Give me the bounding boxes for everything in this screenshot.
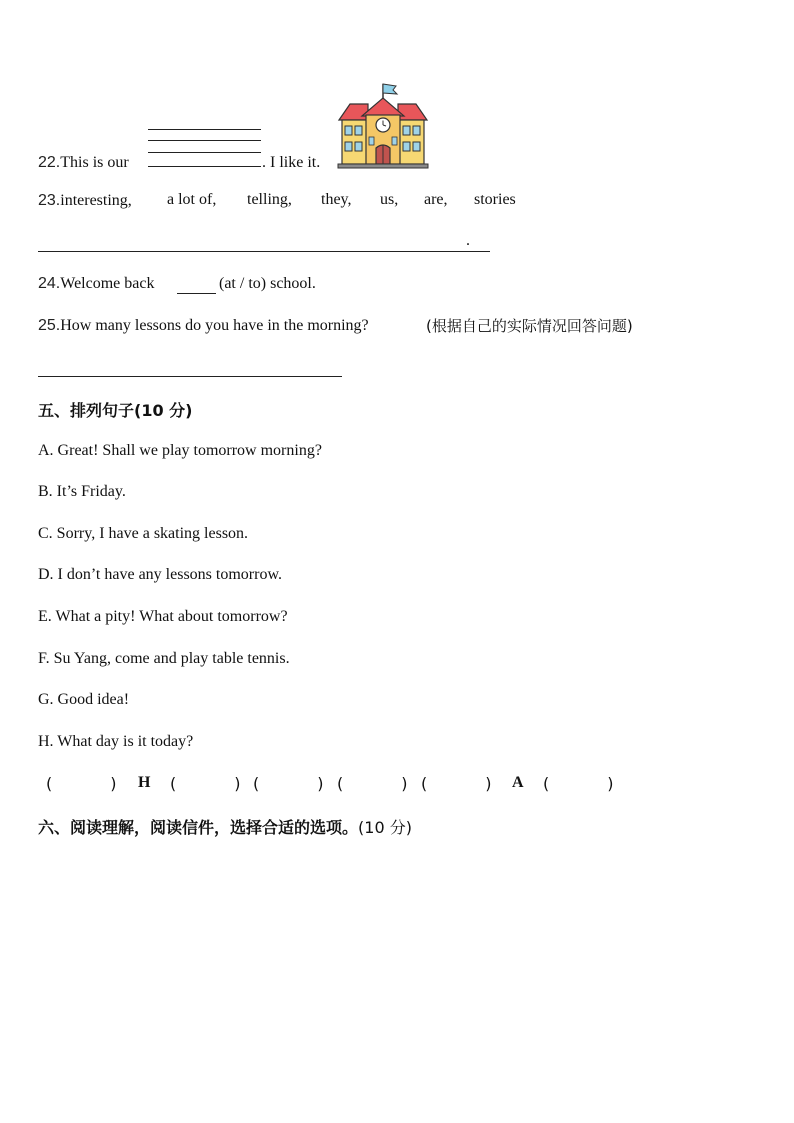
q22-blank-line-3[interactable] (148, 152, 261, 153)
q22-text-before: This is our (60, 154, 129, 171)
sentence-item: D. I don’t have any lessons tomorrow. (38, 566, 282, 583)
section-5-heading (38, 398, 192, 421)
q25-note: (根据自己的实际情况回答问题) (426, 317, 633, 335)
section-5-score: (10 分) (134, 401, 193, 420)
q22-blank-line-2[interactable] (148, 140, 261, 141)
q23-word: they, (321, 191, 352, 208)
q22-text-after: . I like it. (262, 154, 321, 171)
question-25 (38, 316, 369, 336)
q25-number: 25. (38, 317, 61, 334)
sentence-item: C. Sorry, I have a skating lesson. (38, 525, 249, 542)
q23-answer-line[interactable] (38, 251, 490, 252)
section-6-heading (38, 815, 412, 838)
q24-text-after: (at / to) school. (219, 275, 316, 292)
sentence-item: A. Great! Shall we play tomorrow morning? (38, 442, 322, 459)
q22-blank-line-4[interactable] (148, 166, 261, 167)
q23-end-mark: . (466, 232, 470, 249)
q23-word: telling, (247, 191, 292, 208)
q23-word: stories (474, 191, 516, 208)
q25-answer-line[interactable] (38, 376, 342, 377)
school-building-icon (336, 82, 430, 170)
question-22 (38, 153, 129, 173)
q24-blank-line[interactable] (177, 293, 216, 294)
order-slot-1[interactable]: ( ) (46, 774, 117, 793)
q24-text-before: Welcome back (60, 275, 155, 292)
sentence-item: G. Good idea! (38, 691, 130, 708)
q23-word: interesting, (60, 192, 132, 209)
q23-word: us, (380, 191, 399, 208)
sentence-item: F. Su Yang, come and play table tennis. (38, 650, 290, 667)
sentence-item: B. It’s Friday. (38, 483, 126, 500)
q24-number: 24. (38, 275, 61, 292)
sentence-item: H. What day is it today? (38, 733, 194, 750)
order-slot-8[interactable]: ( ) (543, 774, 614, 793)
q23-word: are, (424, 191, 448, 208)
section-5-title: 五、排列句子 (38, 401, 135, 420)
order-given-a: A (512, 774, 524, 791)
q22-blank-line-1[interactable] (148, 129, 261, 130)
question-24 (38, 274, 154, 294)
order-given-h: H (138, 774, 151, 791)
order-slot-3[interactable]: ( ) (170, 774, 241, 793)
q25-question: How many lessons do you have in the morning? (60, 317, 369, 334)
q23-number: 23. (38, 192, 61, 209)
section-6-score: (10 分) (358, 818, 412, 837)
order-slot-4[interactable]: ( ) (253, 774, 324, 793)
q22-number: 22. (38, 154, 61, 171)
order-slot-6[interactable]: ( ) (421, 774, 492, 793)
q23-word: a lot of, (167, 191, 217, 208)
sentence-item: E. What a pity! What about tomorrow? (38, 608, 288, 625)
order-slot-5[interactable]: ( ) (337, 774, 408, 793)
section-6-title: 六、阅读理解，阅读信件，选择合适的选项。 (38, 818, 359, 837)
question-23 (38, 191, 132, 211)
